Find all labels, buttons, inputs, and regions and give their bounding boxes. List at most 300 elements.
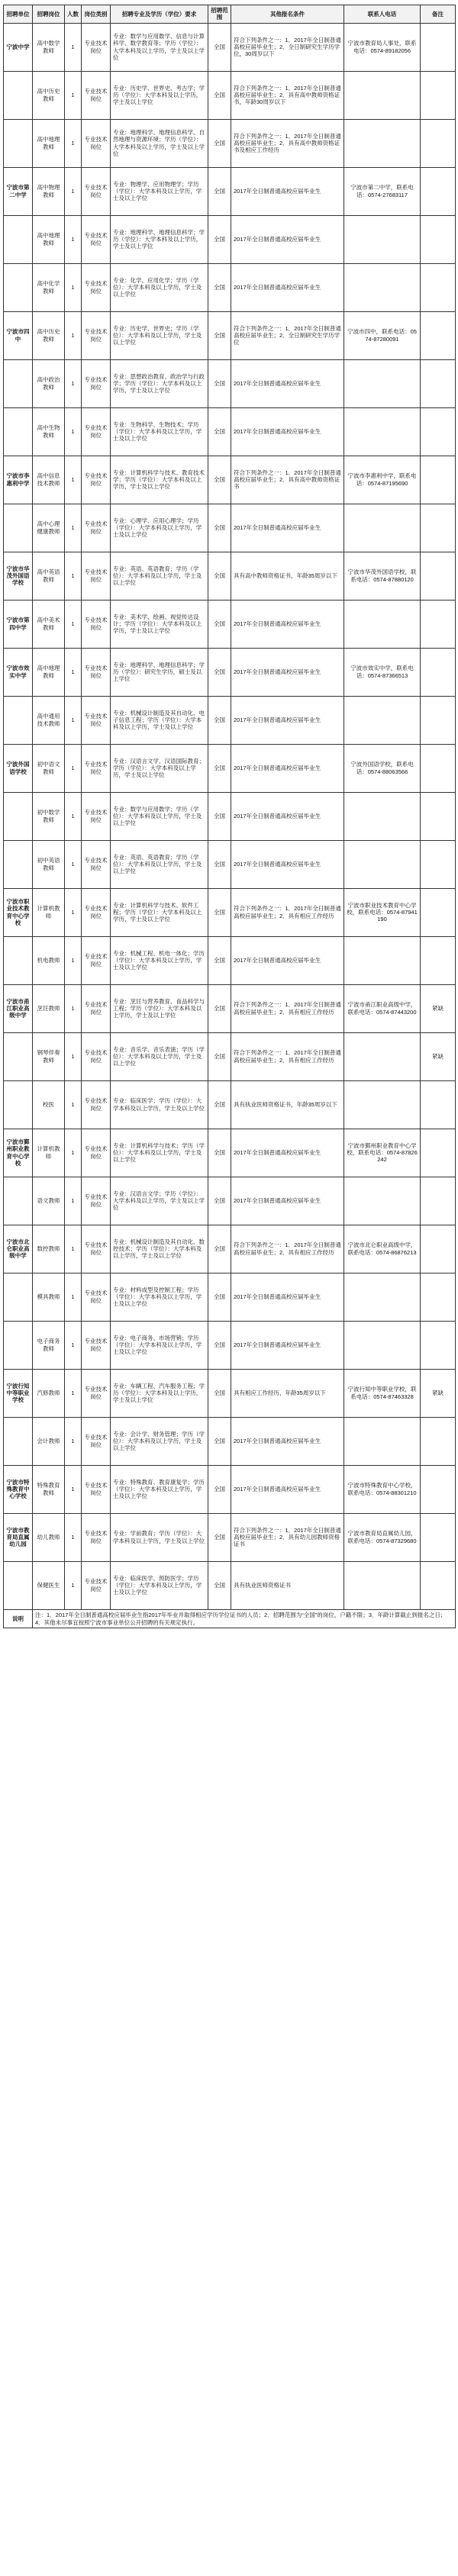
cell-unit xyxy=(4,263,33,311)
cell-note xyxy=(421,1513,456,1561)
cell-requirements: 专业：电子商务、市场营销；学历（学位）：大学本科及以上学历，学士及以上学位 xyxy=(111,1321,208,1369)
cell-note xyxy=(421,840,456,888)
cell-requirements: 专业：地理科学、地理信息科学、自然地理与资源环境；学历（学位）：大学本科及以上学历，学士及以上学位 xyxy=(111,119,208,167)
cell-category: 专业技术岗位 xyxy=(82,1273,111,1321)
cell-unit: 宁波市北仑职业高级中学 xyxy=(4,1225,33,1273)
cell-note xyxy=(421,407,456,456)
cell-post: 计算机教师 xyxy=(33,888,65,936)
cell-conditions: 符合下列条件之一：1．2017年全日制普通高校应届毕业生；2．全日制研究生学历学位 xyxy=(231,311,344,359)
cell-requirements: 专业：音乐学、音乐表演；学历（学位）：大学本科及以上学历，学士及以上学位 xyxy=(111,1032,208,1080)
cell-post: 初中英语教师 xyxy=(33,840,65,888)
cell-scope: 全国 xyxy=(208,696,231,744)
cell-requirements: 专业：生物科学、生物技术；学历（学位）：大学本科及以上学历，学士及以上学位 xyxy=(111,407,208,456)
cell-scope: 全国 xyxy=(208,792,231,840)
cell-scope: 全国 xyxy=(208,311,231,359)
cell-contact xyxy=(344,840,421,888)
cell-conditions: 2017年全日制普通高校应届毕业生 xyxy=(231,936,344,984)
cell-category: 专业技术岗位 xyxy=(82,1225,111,1273)
cell-category: 专业技术岗位 xyxy=(82,263,111,311)
cell-unit xyxy=(4,1032,33,1080)
cell-scope: 全国 xyxy=(208,936,231,984)
cell-conditions: 2017年全日制普通高校应届毕业生 xyxy=(231,840,344,888)
table-row xyxy=(4,1225,456,1273)
cell-note xyxy=(421,23,456,71)
cell-conditions: 符合下列条件之一：1．2017年全日制普通高校应届毕业生；2．具有相应工作经历 xyxy=(231,888,344,936)
cell-conditions: 具有执业医师资格证书 xyxy=(231,1561,344,1609)
header-category: 岗位类别 xyxy=(82,5,111,24)
cell-note xyxy=(421,1273,456,1321)
cell-note xyxy=(421,600,456,648)
cell-unit xyxy=(4,696,33,744)
cell-note xyxy=(421,552,456,600)
table-row xyxy=(4,1561,456,1609)
cell-contact: 宁波行知中等职业学校，联系电话：0574-87463328 xyxy=(344,1369,421,1417)
table-row xyxy=(4,23,456,71)
cell-contact: 宁波市教育局直属幼儿园，联系电话：0574-87329680 xyxy=(344,1513,421,1561)
cell-category: 专业技术岗位 xyxy=(82,1321,111,1369)
cell-unit xyxy=(4,792,33,840)
cell-contact xyxy=(344,696,421,744)
cell-unit xyxy=(4,215,33,263)
cell-count: 1 xyxy=(65,984,82,1032)
cell-conditions: 2017年全日制普通高校应届毕业生 xyxy=(231,696,344,744)
cell-post: 电子商务教师 xyxy=(33,1321,65,1369)
cell-contact xyxy=(344,1321,421,1369)
cell-scope: 全国 xyxy=(208,71,231,119)
cell-requirements: 专业：机械设计制造及其自动化、电子信息工程；学历（学位）：大学本科及以上学历，学士及以上学位 xyxy=(111,696,208,744)
cell-count: 1 xyxy=(65,215,82,263)
cell-count: 1 xyxy=(65,744,82,792)
cell-category: 专业技术岗位 xyxy=(82,504,111,552)
cell-category: 专业技术岗位 xyxy=(82,119,111,167)
cell-unit: 宁波市第二中学 xyxy=(4,167,33,215)
cell-scope: 全国 xyxy=(208,119,231,167)
cell-count: 1 xyxy=(65,1129,82,1177)
cell-scope: 全国 xyxy=(208,744,231,792)
cell-count: 1 xyxy=(65,1032,82,1080)
cell-post: 机电教师 xyxy=(33,936,65,984)
cell-count: 1 xyxy=(65,1225,82,1273)
table-row xyxy=(4,600,456,648)
cell-category: 专业技术岗位 xyxy=(82,648,111,696)
cell-note xyxy=(421,1129,456,1177)
cell-requirements: 专业：英语、英语教育；学历（学位）：大学本科及以上学历，学士及以上学位 xyxy=(111,552,208,600)
cell-contact xyxy=(344,359,421,407)
cell-contact: 宁波外国语学校，联系电话：0574-88063566 xyxy=(344,744,421,792)
cell-conditions: 符合下列条件之一：1．2017年全日制普通高校应届毕业生；2．全日制研究生学历学位，30周岁以下 xyxy=(231,23,344,71)
cell-contact xyxy=(344,1032,421,1080)
cell-contact xyxy=(344,119,421,167)
cell-conditions: 2017年全日制普通高校应届毕业生 xyxy=(231,744,344,792)
cell-requirements: 专业：汉语言文学、汉语国际教育；学历（学位）：大学本科及以上学历，学士及以上学位 xyxy=(111,744,208,792)
cell-requirements: 专业：临床医学；学历（学位）：大学本科及以上学历，学士及以上学位 xyxy=(111,1080,208,1129)
cell-conditions: 2017年全日制普通高校应届毕业生 xyxy=(231,215,344,263)
table-row xyxy=(4,936,456,984)
table-row xyxy=(4,1177,456,1225)
cell-unit xyxy=(4,1321,33,1369)
cell-requirements: 专业：物理学、应用物理学；学历（学位）：大学本科及以上学历，学士及以上学位 xyxy=(111,167,208,215)
table-row xyxy=(4,71,456,119)
cell-scope: 全国 xyxy=(208,1513,231,1561)
cell-contact: 宁波市华茂外国语学校，联系电话：0574-87880120 xyxy=(344,552,421,600)
cell-unit: 宁波市第四中学 xyxy=(4,600,33,648)
header-unit: 招聘单位 xyxy=(4,5,33,24)
table-row xyxy=(4,215,456,263)
cell-conditions: 符合下列条件之一：1．2017年全日制普通高校应届毕业生；2．具有相应工作经历 xyxy=(231,1225,344,1273)
cell-post: 初中语文教师 xyxy=(33,744,65,792)
cell-conditions: 具有高中教师资格证书，年龄35周岁以下 xyxy=(231,552,344,600)
header-note: 备注 xyxy=(421,5,456,24)
cell-category: 专业技术岗位 xyxy=(82,696,111,744)
cell-requirements: 专业：汉语言文学；学历（学位）：大学本科及以上学历，学士及以上学位 xyxy=(111,1177,208,1225)
cell-unit: 宁波市特殊教育中心学校 xyxy=(4,1465,33,1513)
cell-contact xyxy=(344,792,421,840)
cell-conditions: 符合下列条件之一：1．2017年全日制普通高校应届毕业生；2．具有幼儿园教师资格证书 xyxy=(231,1513,344,1561)
table-row xyxy=(4,407,456,456)
cell-post: 数控教师 xyxy=(33,1225,65,1273)
table-header-row xyxy=(4,5,456,24)
cell-conditions: 符合下列条件之一：1．2017年全日制普通高校应届毕业生；2．具有高中教师资格证书及相应工作经历 xyxy=(231,119,344,167)
cell-count: 1 xyxy=(65,1561,82,1609)
cell-scope: 全国 xyxy=(208,1225,231,1273)
cell-requirements: 专业：机械工程、机电一体化；学历（学位）：大学本科及以上学历，学士及以上学位 xyxy=(111,936,208,984)
cell-category: 专业技术岗位 xyxy=(82,1513,111,1561)
cell-requirements: 专业：数学与应用数学；学历（学位）：大学本科及以上学历，学士及以上学位 xyxy=(111,792,208,840)
cell-count: 1 xyxy=(65,840,82,888)
cell-requirements: 专业：计算机科学与技术；学历（学位）：大学本科及以上学历，学士及以上学位 xyxy=(111,1129,208,1177)
cell-contact xyxy=(344,504,421,552)
notes-text: 注：1．2017年全日制普通高校应届毕业生指2017年毕业并取得相应学历学位证书的人员；2．招聘范围为“全国”的岗位，户籍不限；3．年龄计算截止到报名之日；4．其他未尽事宜按照宁波市事业单位公开招聘的有关规定执行。 xyxy=(33,1609,456,1628)
cell-contact xyxy=(344,600,421,648)
cell-count: 1 xyxy=(65,552,82,600)
cell-contact: 宁波市效实中学，联系电话：0574-87366513 xyxy=(344,648,421,696)
table-row xyxy=(4,456,456,504)
cell-scope: 全国 xyxy=(208,1369,231,1417)
cell-count: 1 xyxy=(65,936,82,984)
cell-note xyxy=(421,504,456,552)
cell-contact: 宁波市四中，联系电话：0574-87280091 xyxy=(344,311,421,359)
cell-unit: 宁波市李惠利中学 xyxy=(4,456,33,504)
cell-count: 1 xyxy=(65,696,82,744)
cell-conditions: 2017年全日制普通高校应届毕业生 xyxy=(231,1273,344,1321)
cell-conditions: 2017年全日制普通高校应届毕业生 xyxy=(231,792,344,840)
cell-post: 烹饪教师 xyxy=(33,984,65,1032)
cell-contact: 宁波市鄞州职业教育中心学校，联系电话：0574-87826242 xyxy=(344,1129,421,1177)
cell-requirements: 专业：历史学、世界史、考古学；学历（学位）：大学本科及以上学历，学士及以上学位 xyxy=(111,71,208,119)
table-row xyxy=(4,263,456,311)
cell-conditions: 符合下列条件之一：1．2017年全日制普通高校应届毕业生；2．具有相应工作经历 xyxy=(231,1032,344,1080)
cell-requirements: 专业：烹饪与营养教育、食品科学与工程；学历（学位）：大学本科及以上学历，学士及以上学位 xyxy=(111,984,208,1032)
cell-scope: 全国 xyxy=(208,359,231,407)
cell-requirements: 专业：材料成型及控制工程；学历（学位）：大学本科及以上学历，学士及以上学位 xyxy=(111,1273,208,1321)
cell-requirements: 专业：化学、应用化学；学历（学位）：大学本科及以上学历，学士及以上学位 xyxy=(111,263,208,311)
cell-post: 高中地理教师 xyxy=(33,119,65,167)
cell-category: 专业技术岗位 xyxy=(82,311,111,359)
cell-scope: 全国 xyxy=(208,215,231,263)
cell-post: 会计教师 xyxy=(33,1417,65,1465)
cell-unit: 宁波市效实中学 xyxy=(4,648,33,696)
cell-unit xyxy=(4,407,33,456)
cell-contact xyxy=(344,215,421,263)
cell-requirements: 专业：地理科学、地理信息科学；学历（学位）：研究生学历，硕士及以上学位 xyxy=(111,648,208,696)
cell-contact: 宁波市职业技术教育中心学校，联系电话：0574-87941190 xyxy=(344,888,421,936)
cell-post: 高中数学教师 xyxy=(33,23,65,71)
cell-note: 紧缺 xyxy=(421,984,456,1032)
table-row xyxy=(4,504,456,552)
cell-conditions: 2017年全日制普通高校应届毕业生 xyxy=(231,167,344,215)
cell-unit xyxy=(4,71,33,119)
cell-count: 1 xyxy=(65,71,82,119)
cell-note xyxy=(421,456,456,504)
cell-conditions: 2017年全日制普通高校应届毕业生 xyxy=(231,407,344,456)
cell-unit: 宁波市四中 xyxy=(4,311,33,359)
cell-contact xyxy=(344,1273,421,1321)
cell-post: 高中物理教师 xyxy=(33,167,65,215)
table-row xyxy=(4,1129,456,1177)
cell-scope: 全国 xyxy=(208,1177,231,1225)
table-row xyxy=(4,359,456,407)
cell-unit xyxy=(4,119,33,167)
cell-conditions: 2017年全日制普通高校应届毕业生 xyxy=(231,1465,344,1513)
cell-category: 专业技术岗位 xyxy=(82,1032,111,1080)
cell-requirements: 专业：心理学、应用心理学；学历（学位）：大学本科及以上学历，学士及以上学位 xyxy=(111,504,208,552)
cell-scope: 全国 xyxy=(208,1561,231,1609)
cell-note: 紧缺 xyxy=(421,1369,456,1417)
cell-requirements: 专业：车辆工程、汽车服务工程；学历（学位）：大学本科及以上学历，学士及以上学位 xyxy=(111,1369,208,1417)
cell-category: 专业技术岗位 xyxy=(82,1465,111,1513)
cell-requirements: 专业：英语、英语教育；学历（学位）：大学本科及以上学历，学士及以上学位 xyxy=(111,840,208,888)
table-row xyxy=(4,1080,456,1129)
cell-post: 高中历史教师 xyxy=(33,71,65,119)
cell-unit xyxy=(4,1417,33,1465)
table-row xyxy=(4,311,456,359)
cell-post: 保健医生 xyxy=(33,1561,65,1609)
cell-category: 专业技术岗位 xyxy=(82,1369,111,1417)
cell-post: 初中数学教师 xyxy=(33,792,65,840)
notes-label: 说明 xyxy=(4,1609,33,1628)
cell-count: 1 xyxy=(65,456,82,504)
table-row xyxy=(4,840,456,888)
cell-conditions: 2017年全日制普通高校应届毕业生 xyxy=(231,1321,344,1369)
cell-post: 语文教师 xyxy=(33,1177,65,1225)
cell-requirements: 专业：会计学、财务管理；学历（学位）：大学本科及以上学历，学士及以上学位 xyxy=(111,1417,208,1465)
cell-scope: 全国 xyxy=(208,504,231,552)
cell-unit xyxy=(4,1561,33,1609)
cell-scope: 全国 xyxy=(208,1321,231,1369)
cell-note xyxy=(421,936,456,984)
table-row xyxy=(4,1369,456,1417)
table-row xyxy=(4,1465,456,1513)
table-row xyxy=(4,696,456,744)
cell-unit xyxy=(4,359,33,407)
cell-category: 专业技术岗位 xyxy=(82,1080,111,1129)
cell-unit xyxy=(4,1273,33,1321)
cell-conditions: 2017年全日制普通高校应届毕业生 xyxy=(231,359,344,407)
cell-requirements: 专业：学前教育；学历（学位）：大学本科及以上学历，学士及以上学位 xyxy=(111,1513,208,1561)
cell-scope: 全国 xyxy=(208,984,231,1032)
header-post: 招聘岗位 xyxy=(33,5,65,24)
cell-unit: 宁波市甬江职业高级中学 xyxy=(4,984,33,1032)
cell-conditions: 具有执业医师资格证书，年龄35周岁以下 xyxy=(231,1080,344,1129)
cell-post: 钢琴伴奏教师 xyxy=(33,1032,65,1080)
cell-count: 1 xyxy=(65,23,82,71)
cell-unit: 宁波外国语学校 xyxy=(4,744,33,792)
cell-post: 高中通用技术教师 xyxy=(33,696,65,744)
cell-scope: 全国 xyxy=(208,552,231,600)
cell-conditions: 2017年全日制普通高校应届毕业生 xyxy=(231,600,344,648)
cell-unit: 宁波市教育局直属幼儿园 xyxy=(4,1513,33,1561)
cell-count: 1 xyxy=(65,1273,82,1321)
cell-post: 高中历史教师 xyxy=(33,311,65,359)
table-row xyxy=(4,1273,456,1321)
header-scope: 招聘范围 xyxy=(208,5,231,24)
cell-category: 专业技术岗位 xyxy=(82,552,111,600)
cell-scope: 全国 xyxy=(208,456,231,504)
cell-category: 专业技术岗位 xyxy=(82,984,111,1032)
table-row xyxy=(4,552,456,600)
cell-count: 1 xyxy=(65,600,82,648)
cell-post: 高中地理教师 xyxy=(33,215,65,263)
cell-unit: 宁波市鄞州职业教育中心学校 xyxy=(4,1129,33,1177)
cell-category: 专业技术岗位 xyxy=(82,23,111,71)
cell-post: 幼儿教师 xyxy=(33,1513,65,1561)
cell-post: 高中生物教师 xyxy=(33,407,65,456)
table-row xyxy=(4,984,456,1032)
cell-count: 1 xyxy=(65,504,82,552)
cell-note xyxy=(421,1417,456,1465)
table-row xyxy=(4,888,456,936)
cell-note xyxy=(421,1561,456,1609)
table-row xyxy=(4,648,456,696)
cell-unit xyxy=(4,1177,33,1225)
cell-count: 1 xyxy=(65,1369,82,1417)
cell-note xyxy=(421,888,456,936)
cell-requirements: 专业：思想政治教育、政治学与行政学；学历（学位）：大学本科及以上学历，学士及以上学位 xyxy=(111,359,208,407)
cell-requirements: 专业：临床医学、预防医学；学历（学位）：大学本科及以上学历，学士及以上学位 xyxy=(111,1561,208,1609)
cell-category: 专业技术岗位 xyxy=(82,456,111,504)
cell-requirements: 专业：特殊教育、教育康复学；学历（学位）：大学本科及以上学历，学士及以上学位 xyxy=(111,1465,208,1513)
cell-unit: 宁波行知中等职业学校 xyxy=(4,1369,33,1417)
cell-scope: 全国 xyxy=(208,888,231,936)
cell-count: 1 xyxy=(65,1080,82,1129)
table-body xyxy=(4,23,456,1609)
cell-contact: 宁波市甬江职业高级中学，联系电话：0574-87443200 xyxy=(344,984,421,1032)
cell-note xyxy=(421,167,456,215)
cell-count: 1 xyxy=(65,119,82,167)
cell-note xyxy=(421,263,456,311)
cell-scope: 全国 xyxy=(208,1273,231,1321)
cell-post: 计算机教师 xyxy=(33,1129,65,1177)
cell-note: 紧缺 xyxy=(421,1032,456,1080)
cell-unit xyxy=(4,504,33,552)
cell-scope: 全国 xyxy=(208,600,231,648)
cell-post: 模具教师 xyxy=(33,1273,65,1321)
cell-post: 高中英语教师 xyxy=(33,552,65,600)
table-row xyxy=(4,792,456,840)
cell-count: 1 xyxy=(65,167,82,215)
cell-note xyxy=(421,648,456,696)
cell-category: 专业技术岗位 xyxy=(82,407,111,456)
cell-count: 1 xyxy=(65,792,82,840)
cell-category: 专业技术岗位 xyxy=(82,167,111,215)
cell-scope: 全国 xyxy=(208,263,231,311)
cell-scope: 全国 xyxy=(208,407,231,456)
recruitment-table xyxy=(3,5,456,1628)
cell-note xyxy=(421,696,456,744)
table-row xyxy=(4,1417,456,1465)
cell-conditions: 符合下列条件之一：1．2017年全日制普通高校应届毕业生；2．具有高中教师资格证书，年龄30周岁以下 xyxy=(231,71,344,119)
cell-category: 专业技术岗位 xyxy=(82,600,111,648)
cell-count: 1 xyxy=(65,648,82,696)
cell-scope: 全国 xyxy=(208,1032,231,1080)
header-requirements: 招聘专业及学历（学位）要求 xyxy=(111,5,208,24)
cell-contact xyxy=(344,936,421,984)
cell-unit: 宁波中学 xyxy=(4,23,33,71)
cell-conditions: 2017年全日制普通高校应届毕业生 xyxy=(231,1417,344,1465)
cell-unit xyxy=(4,1080,33,1129)
cell-note xyxy=(421,1225,456,1273)
table-row xyxy=(4,119,456,167)
cell-conditions: 2017年全日制普通高校应届毕业生 xyxy=(231,263,344,311)
cell-scope: 全国 xyxy=(208,167,231,215)
cell-count: 1 xyxy=(65,359,82,407)
table-row xyxy=(4,1321,456,1369)
cell-scope: 全国 xyxy=(208,648,231,696)
cell-note xyxy=(421,311,456,359)
cell-conditions: 2017年全日制普通高校应届毕业生 xyxy=(231,648,344,696)
cell-scope: 全国 xyxy=(208,1129,231,1177)
cell-conditions: 2017年全日制普通高校应届毕业生 xyxy=(231,504,344,552)
cell-post: 高中心理健康教师 xyxy=(33,504,65,552)
cell-count: 1 xyxy=(65,263,82,311)
cell-category: 专业技术岗位 xyxy=(82,71,111,119)
notes-row xyxy=(4,1609,456,1628)
cell-contact: 宁波市特殊教育中心学校，联系电话：0574-88301210 xyxy=(344,1465,421,1513)
cell-post: 高中化学教师 xyxy=(33,263,65,311)
cell-count: 1 xyxy=(65,1465,82,1513)
cell-conditions: 2017年全日制普通高校应届毕业生 xyxy=(231,1129,344,1177)
cell-conditions: 具有相应工作经历，年龄35周岁以下 xyxy=(231,1369,344,1417)
cell-category: 专业技术岗位 xyxy=(82,744,111,792)
cell-contact: 宁波市教育局人事处，联系电话：0574-89182056 xyxy=(344,23,421,71)
cell-scope: 全国 xyxy=(208,1080,231,1129)
cell-contact: 宁波市第二中学，联系电话：0574-27683117 xyxy=(344,167,421,215)
cell-category: 专业技术岗位 xyxy=(82,792,111,840)
cell-note xyxy=(421,1080,456,1129)
cell-unit: 宁波市华茂外国语学校 xyxy=(4,552,33,600)
cell-conditions: 2017年全日制普通高校应届毕业生 xyxy=(231,1177,344,1225)
cell-unit xyxy=(4,936,33,984)
cell-count: 1 xyxy=(65,1321,82,1369)
cell-post: 高中政治教师 xyxy=(33,359,65,407)
cell-count: 1 xyxy=(65,1417,82,1465)
cell-category: 专业技术岗位 xyxy=(82,888,111,936)
cell-contact: 宁波市北仑职业高级中学，联系电话：0574-86876213 xyxy=(344,1225,421,1273)
cell-category: 专业技术岗位 xyxy=(82,936,111,984)
cell-conditions: 符合下列条件之一：1．2017年全日制普通高校应届毕业生；2．具有相应工作经历 xyxy=(231,984,344,1032)
cell-contact xyxy=(344,1080,421,1129)
cell-post: 高中信息技术教师 xyxy=(33,456,65,504)
cell-category: 专业技术岗位 xyxy=(82,840,111,888)
header-count: 人数 xyxy=(65,5,82,24)
cell-post: 校医 xyxy=(33,1080,65,1129)
cell-requirements: 专业：数学与应用数学、信息与计算科学、数学教育等；学历（学位）：大学本科及以上学历，学士及以上学位 xyxy=(111,23,208,71)
header-contact: 联系人电话 xyxy=(344,5,421,24)
cell-count: 1 xyxy=(65,407,82,456)
cell-contact xyxy=(344,263,421,311)
cell-note xyxy=(421,1465,456,1513)
cell-category: 专业技术岗位 xyxy=(82,215,111,263)
